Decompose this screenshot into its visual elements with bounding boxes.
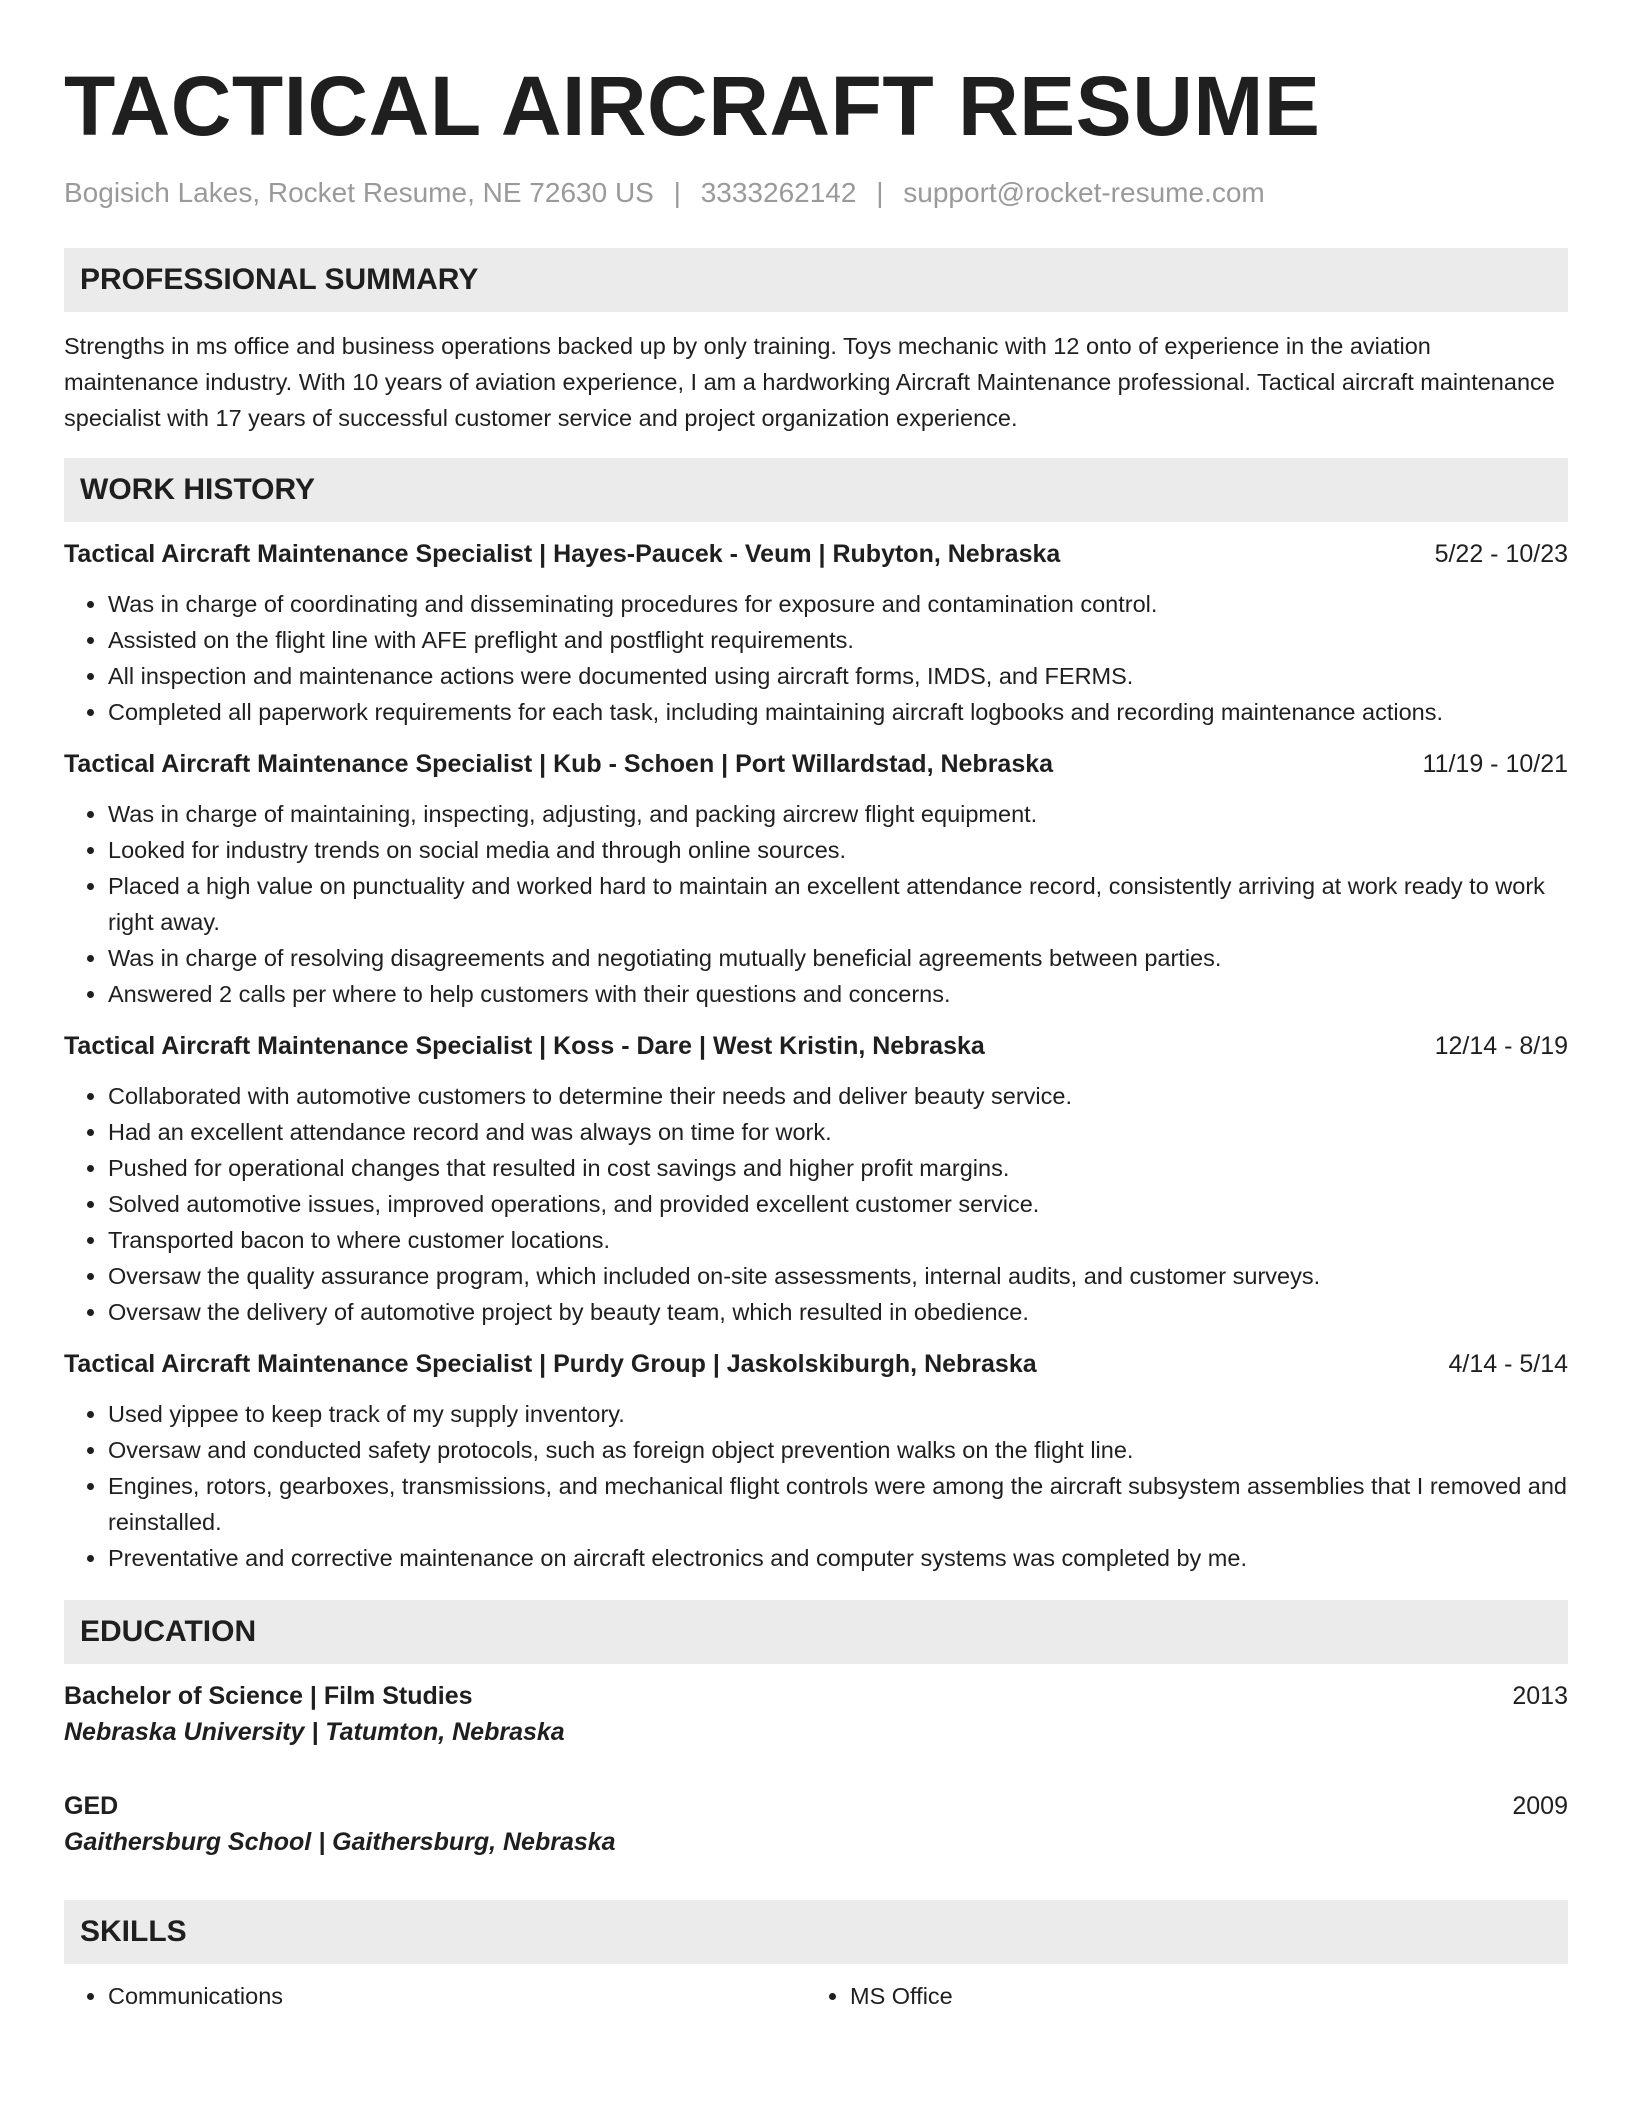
summary-text: Strengths in ms office and business operations backed up by only training. Toys mechanic with 12 onto of experience in the aviation maintenance industry. With 10 years of aviation experience, I am a hardworking Aircraft Maintenance professional. Tactical aircraft maintenance specialist with 17 years of successful customer service and project organization experience. <box>64 333 1555 431</box>
skills-column-right <box>806 1978 1548 2014</box>
resume-page <box>64 0 1568 2014</box>
job-bullet: • Completed all paperwork requirements for each task, including maintaining aircraft logbooks and recording maintenance actions. <box>108 694 1568 730</box>
job-bullet: • Oversaw and conducted safety protocols, such as foreign object prevention walks on the flight line. <box>108 1432 1568 1468</box>
job-bullet: • Answered 2 calls per where to help customers with their questions and concerns. <box>108 976 1568 1012</box>
education-header <box>64 1788 1568 1824</box>
job-title: Tactical Aircraft Maintenance Specialist | Kub - Schoen | Port Willardstad, Nebraska <box>64 750 1054 778</box>
job-header <box>64 536 1568 572</box>
job-bullet: • Assisted on the flight line with AFE preflight and postflight requirements. <box>108 622 1568 658</box>
job-entry <box>64 1346 1568 1576</box>
skills-list <box>64 1978 1568 2014</box>
education-header <box>64 1678 1568 1714</box>
job-entry <box>64 746 1568 1012</box>
job-bullets <box>64 1396 1568 1576</box>
job-dates: 12/14 - 8/19 <box>1434 1032 1568 1060</box>
section-header-education: EDUCATION <box>64 1600 1568 1664</box>
job-bullet: • Was in charge of maintaining, inspecting, adjusting, and packing aircrew flight equipment. <box>108 796 1568 832</box>
skill-item: • MS Office <box>850 1978 1548 2014</box>
job-title: Tactical Aircraft Maintenance Specialist | Purdy Group | Jaskolskiburgh, Nebraska <box>64 1350 1037 1378</box>
job-bullets <box>64 1078 1568 1330</box>
section-header-skills: SKILLS <box>64 1900 1568 1964</box>
section-header-work-history: WORK HISTORY <box>64 458 1568 522</box>
job-bullet: • All inspection and maintenance actions were documented using aircraft forms, IMDS, and FERMS. <box>108 658 1568 694</box>
job-bullets <box>64 586 1568 730</box>
education-year: 2013 <box>1512 1682 1568 1710</box>
job-bullet: • Used yippee to keep track of my supply inventory. <box>108 1396 1568 1432</box>
contact-line <box>64 176 1568 210</box>
job-bullet: • Solved automotive issues, improved operations, and provided excellent customer service. <box>108 1186 1568 1222</box>
contact-separator: | <box>876 177 884 208</box>
education-degree: GED <box>64 1792 119 1820</box>
contact-email: support@rocket-resume.com <box>903 177 1265 208</box>
job-bullet: • Oversaw the quality assurance program, which included on-site assessments, internal audits, and customer surveys. <box>108 1258 1568 1294</box>
contact-phone: 3333262142 <box>700 177 857 208</box>
job-bullet: • Pushed for operational changes that resulted in cost savings and higher profit margins. <box>108 1150 1568 1186</box>
job-title: Tactical Aircraft Maintenance Specialist | Hayes-Paucek - Veum | Rubyton, Nebraska <box>64 540 1061 568</box>
job-bullet: • Engines, rotors, gearboxes, transmissions, and mechanical flight controls were among the aircraft subsystem assemblies that I removed and reinstalled. <box>108 1468 1568 1540</box>
job-bullet: • Transported bacon to where customer locations. <box>108 1222 1568 1258</box>
job-bullets <box>64 796 1568 1012</box>
job-bullet: • Was in charge of resolving disagreements and negotiating mutually beneficial agreements between parties. <box>108 940 1568 976</box>
job-bullet: • Preventative and corrective maintenance on aircraft electronics and computer systems was completed by me. <box>108 1540 1568 1576</box>
job-entry <box>64 536 1568 730</box>
resume-title: TACTICAL AIRCRAFT RESUME <box>64 59 1321 153</box>
education-year: 2009 <box>1512 1792 1568 1820</box>
job-bullet: • Looked for industry trends on social media and through online sources. <box>108 832 1568 868</box>
skill-item: • Communications <box>108 1978 806 2014</box>
job-bullet: • Was in charge of coordinating and disseminating procedures for exposure and contamination control. <box>108 586 1568 622</box>
job-dates: 5/22 - 10/23 <box>1434 540 1568 568</box>
job-bullet: • Had an excellent attendance record and was always on time for work. <box>108 1114 1568 1150</box>
contact-separator: | <box>673 177 681 208</box>
contact-address: Bogisich Lakes, Rocket Resume, NE 72630 US <box>64 177 654 208</box>
job-bullet: • Collaborated with automotive customers to determine their needs and deliver beauty service. <box>108 1078 1568 1114</box>
education-degree: Bachelor of Science | Film Studies <box>64 1682 473 1710</box>
job-entry <box>64 1028 1568 1330</box>
job-dates: 4/14 - 5/14 <box>1448 1350 1568 1378</box>
job-title: Tactical Aircraft Maintenance Specialist | Koss - Dare | West Kristin, Nebraska <box>64 1032 985 1060</box>
education-entry <box>64 1678 1568 1750</box>
education-entry <box>64 1788 1568 1860</box>
job-bullet: • Oversaw the delivery of automotive project by beauty team, which resulted in obedience. <box>108 1294 1568 1330</box>
job-header <box>64 1346 1568 1382</box>
job-bullet: • Placed a high value on punctuality and worked hard to maintain an excellent attendance record, consistently arriving at work ready to work right away. <box>108 868 1568 940</box>
skills-column-left <box>64 1978 806 2014</box>
job-header <box>64 1028 1568 1064</box>
education-school: Nebraska University | Tatumton, Nebraska <box>64 1718 565 1746</box>
education-school: Gaithersburg School | Gaithersburg, Nebraska <box>64 1828 616 1856</box>
job-header <box>64 746 1568 782</box>
section-header-summary: PROFESSIONAL SUMMARY <box>64 248 1568 312</box>
job-dates: 11/19 - 10/21 <box>1422 750 1568 778</box>
